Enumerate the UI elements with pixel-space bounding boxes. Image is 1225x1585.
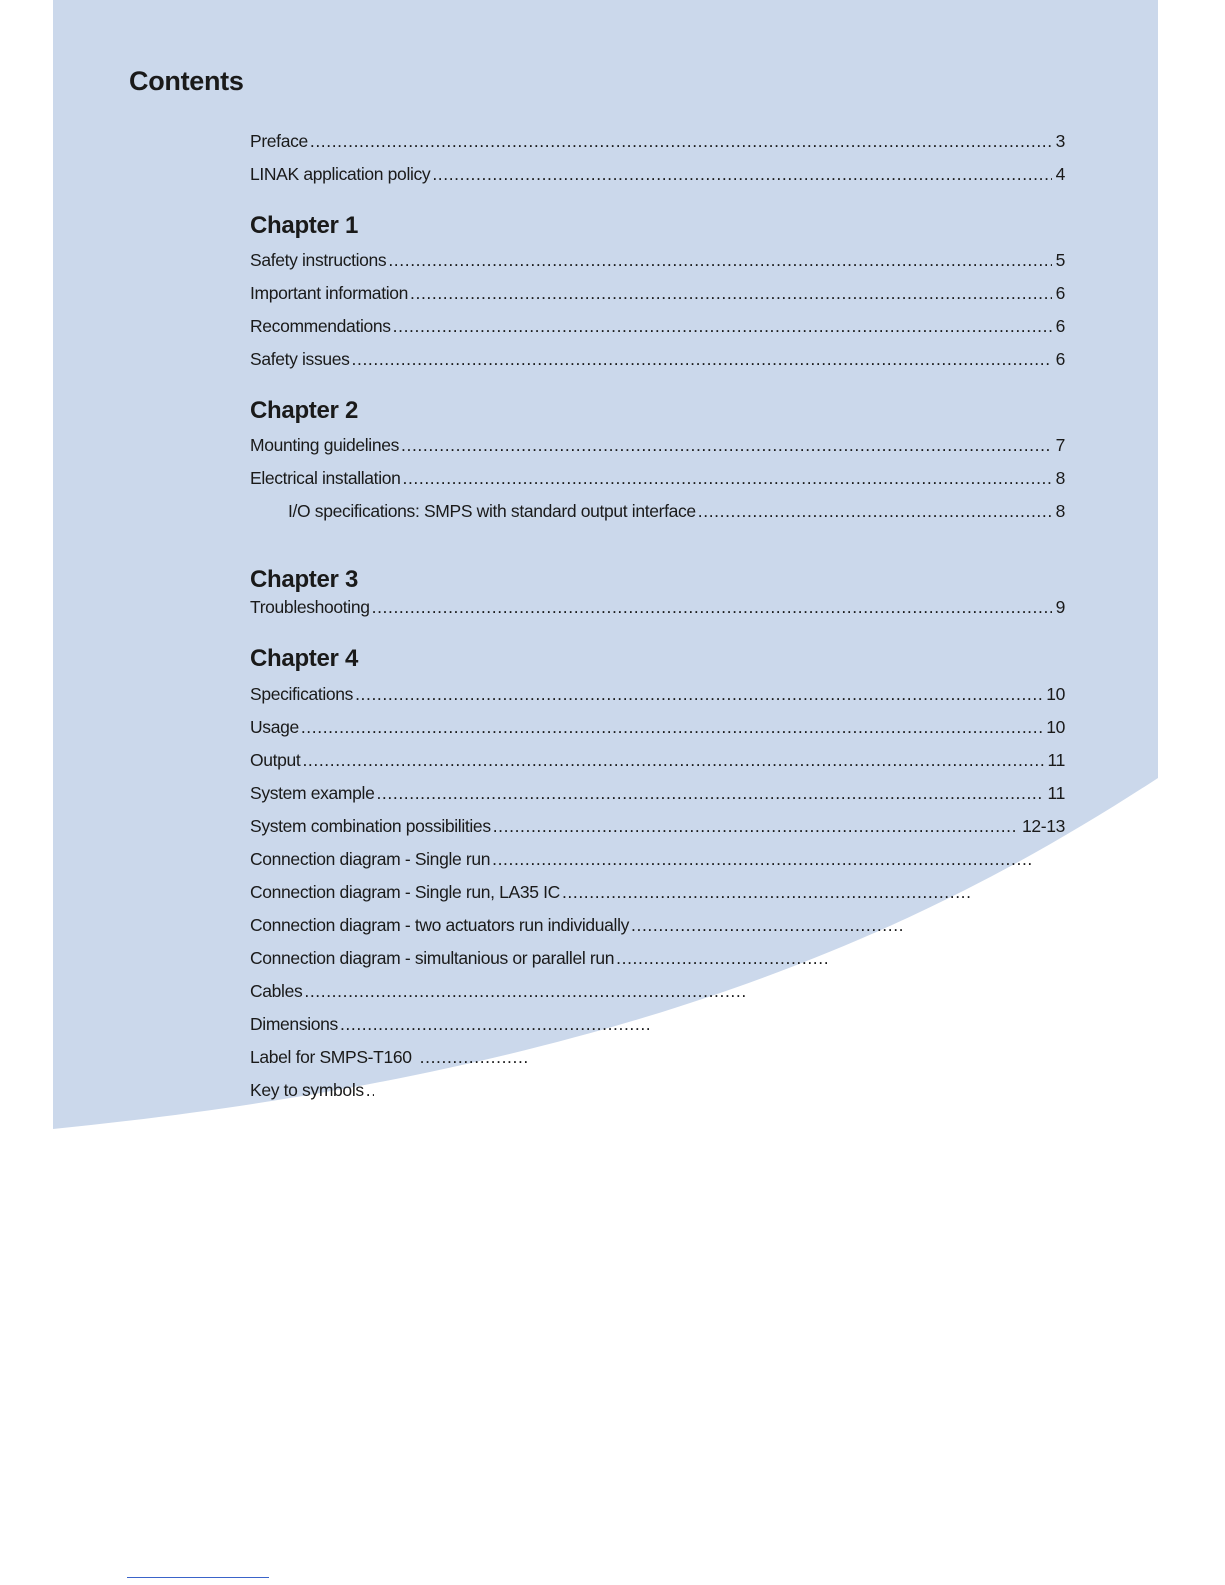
chapter-heading: Chapter 3 xyxy=(250,566,358,593)
dot-leader xyxy=(420,1045,530,1069)
toc-entry-title: LINAK application policy xyxy=(250,164,431,184)
dot-leader xyxy=(616,946,827,970)
toc-entry-page: 8 xyxy=(1055,468,1065,488)
toc-entry-title: Connection diagram - simultanious or parallel run xyxy=(250,948,615,968)
toc-entry-preface[interactable] xyxy=(250,129,1065,153)
toc-entry[interactable] xyxy=(250,748,1065,772)
toc-entry[interactable] xyxy=(250,682,1065,706)
toc-entry-title: Safety instructions xyxy=(250,250,387,270)
toc-entry-title: Cables xyxy=(250,981,303,1001)
toc-entry[interactable] xyxy=(250,814,1065,838)
toc-entry[interactable] xyxy=(250,466,1065,490)
toc-entry-title: Usage xyxy=(250,717,299,737)
toc-entry-title: Dimensions xyxy=(250,1014,338,1034)
toc-entry-title: Label for SMPS-T160 xyxy=(250,1047,412,1067)
toc-entry-title: Connection diagram - Single run xyxy=(250,849,491,869)
dot-leader xyxy=(372,595,1052,619)
toc-entry-title: Output xyxy=(250,750,301,770)
dot-leader xyxy=(492,847,1032,871)
toc-entry[interactable] xyxy=(250,281,1065,305)
toc-entry[interactable] xyxy=(250,979,745,1003)
dot-leader xyxy=(301,715,1042,739)
dot-leader xyxy=(562,880,972,904)
toc-entry[interactable] xyxy=(250,248,1065,272)
dot-leader xyxy=(310,129,1052,153)
toc-entry-page: 5 xyxy=(1055,250,1065,270)
chapter-heading: Chapter 4 xyxy=(250,645,358,672)
toc-entry[interactable] xyxy=(250,781,1065,805)
toc-entry[interactable] xyxy=(250,880,972,904)
toc-entry-application-policy[interactable] xyxy=(250,162,1065,186)
dot-leader xyxy=(352,347,1052,371)
toc-entry[interactable] xyxy=(250,1012,650,1036)
toc-entry[interactable] xyxy=(250,433,1065,457)
toc-entry-page: 11 xyxy=(1047,750,1065,770)
dot-leader xyxy=(304,979,745,1003)
dot-leader xyxy=(698,499,1052,523)
toc-entry[interactable] xyxy=(250,595,1065,619)
toc-entry-title: Electrical installation xyxy=(250,468,401,488)
dot-leader xyxy=(410,281,1052,305)
dot-leader xyxy=(393,314,1052,338)
toc-entry-title: Connection diagram - two actuators run individually xyxy=(250,915,630,935)
toc-entry[interactable] xyxy=(250,946,827,970)
toc-entry-page: 11 xyxy=(1047,783,1065,803)
footer-rule xyxy=(127,1577,269,1578)
toc-entry[interactable] xyxy=(250,1045,530,1069)
toc-entry-title: Key to symbols xyxy=(250,1080,364,1100)
toc-entry-title: Recommendations xyxy=(250,316,391,336)
dot-leader xyxy=(631,913,904,937)
toc-entry-page: 4 xyxy=(1055,164,1065,184)
toc-entry-title: Preface xyxy=(250,131,308,151)
toc-entry[interactable] xyxy=(250,847,1032,871)
dot-leader xyxy=(340,1012,650,1036)
toc-entry-title: Safety issues xyxy=(250,349,350,369)
toc-entry-page: 3 xyxy=(1055,131,1065,151)
toc-entry-page: 6 xyxy=(1055,283,1065,303)
toc-entry-title: Mounting guidelines xyxy=(250,435,400,455)
dot-leader xyxy=(376,781,1043,805)
toc-entry-page: 7 xyxy=(1055,435,1065,455)
toc-entry-page: 12-13 xyxy=(1021,816,1065,836)
toc-entry-title: Specifications xyxy=(250,684,354,704)
page-title: Contents xyxy=(129,66,244,96)
chapter-heading: Chapter 1 xyxy=(250,212,358,239)
toc-entry-page: 9 xyxy=(1055,597,1065,617)
toc-entry-page: 6 xyxy=(1055,316,1065,336)
toc-entry-page: 6 xyxy=(1055,349,1065,369)
dot-leader xyxy=(432,162,1051,186)
dot-leader xyxy=(493,814,1018,838)
toc-entry[interactable] xyxy=(250,715,1065,739)
toc-entry-title: System example xyxy=(250,783,375,803)
toc-entry[interactable] xyxy=(250,913,904,937)
toc-entry-title: System combination possibilities xyxy=(250,816,491,836)
dot-leader xyxy=(401,433,1052,457)
dot-leader xyxy=(355,682,1042,706)
toc-entry-subsection[interactable] xyxy=(288,499,1065,523)
toc-entry-title: Connection diagram - Single run, LA35 IC xyxy=(250,882,560,902)
toc-entry[interactable] xyxy=(250,1078,374,1102)
chapter-heading: Chapter 2 xyxy=(250,397,358,424)
dot-leader xyxy=(403,466,1052,490)
toc-entry-title: Troubleshooting xyxy=(250,597,370,617)
toc-entry-page: 10 xyxy=(1046,717,1065,737)
dot-leader xyxy=(302,748,1043,772)
toc-entry[interactable] xyxy=(250,347,1065,371)
toc-entry[interactable] xyxy=(250,314,1065,338)
toc-entry-page: 8 xyxy=(1055,501,1065,521)
toc-entry-page: 10 xyxy=(1046,684,1065,704)
dot-leader xyxy=(366,1078,374,1102)
toc-entry-title: I/O specifications: SMPS with standard output interface xyxy=(288,501,696,521)
dot-leader xyxy=(388,248,1051,272)
toc-entry-title: Important information xyxy=(250,283,409,303)
